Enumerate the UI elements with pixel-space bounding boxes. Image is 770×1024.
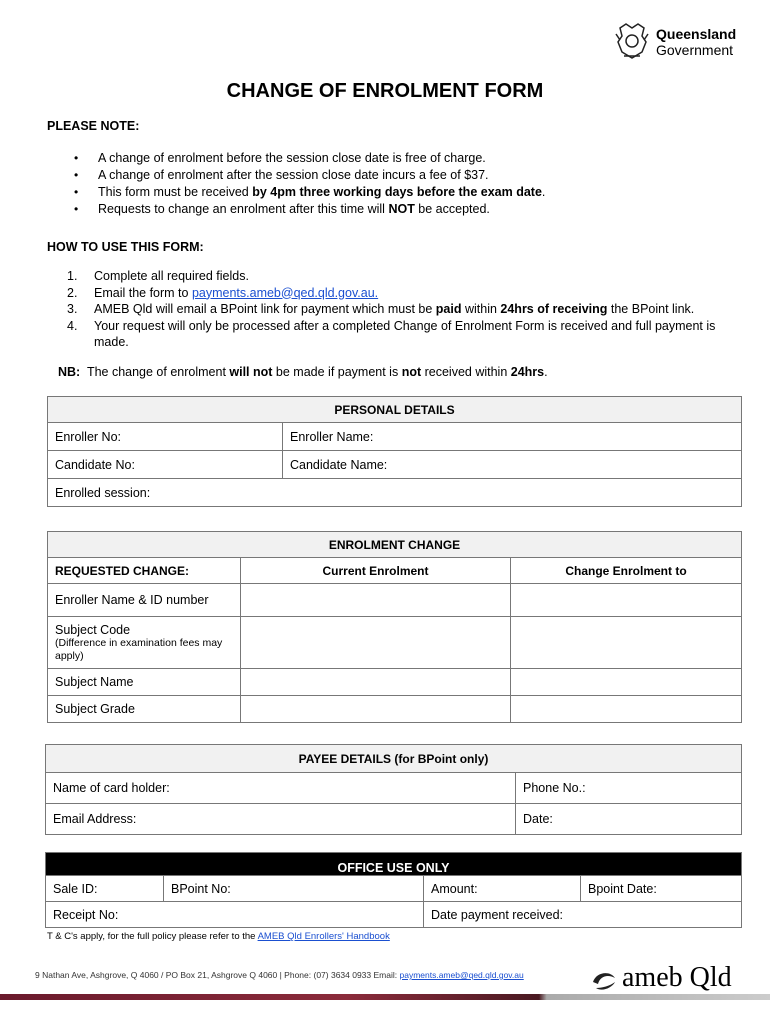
fee-difference-note: (Difference in examination fees may apply) — [55, 636, 223, 662]
coat-of-arms-icon — [612, 22, 652, 60]
step-item: 3. AMEB Qld will email a BPoint link for payment which must be paid within 24hrs of receiving the BPoint link. — [67, 302, 695, 316]
change-subject-grade-field[interactable] — [511, 696, 742, 723]
form-title: CHANGE OF ENROLMENT FORM — [226, 80, 544, 102]
sale-id-field[interactable]: Sale ID: — [46, 876, 164, 902]
card-holder-field[interactable]: Name of card holder: — [46, 773, 516, 804]
date-payment-received-field[interactable]: Date payment received: — [424, 902, 742, 928]
queensland-government-logo — [612, 22, 742, 60]
terms-note: T & C's apply, for the full policy please refer to the AMEB Qld Enrollers' Handbook — [47, 931, 390, 942]
step-item: 1. Complete all required fields. — [67, 269, 249, 283]
enroller-no-field[interactable]: Enroller No: — [48, 423, 283, 451]
ameb-brand-text: ameb Qld — [622, 962, 732, 993]
bpoint-date-field[interactable]: Bpoint Date: — [581, 876, 742, 902]
logo-line2: Government — [656, 42, 734, 58]
please-note-list — [74, 150, 545, 218]
footer-email-link[interactable]: payments.ameb@qed.qld.gov.au — [399, 970, 524, 980]
personal-details-heading: PERSONAL DETAILS — [48, 397, 742, 423]
step-item: 4. Your request will only be processed after a completed Change of Enrolment Form is received and full payment is made. — [67, 318, 716, 349]
ameb-qld-logo — [590, 962, 755, 996]
enrolment-change-table — [47, 531, 742, 723]
amount-field[interactable]: Amount: — [424, 876, 581, 902]
current-enroller-field[interactable] — [241, 584, 511, 617]
footer-address: 9 Nathan Ave, Ashgrove, Q 4060 / PO Box 21, Ashgrove Q 4060 | Phone: (07) 3634 0933 Email: payments.ameb@qed.qld.gov.au — [35, 970, 524, 980]
candidate-name-field[interactable]: Candidate Name: — [283, 451, 742, 479]
footer-bar — [0, 994, 770, 1000]
payee-details-table — [45, 744, 742, 835]
personal-details-table — [47, 396, 742, 507]
logo-line1: Queensland — [656, 26, 737, 42]
receipt-no-field[interactable]: Receipt No: — [46, 902, 424, 928]
phone-field[interactable]: Phone No.: — [516, 773, 742, 804]
row-label-subject-grade: Subject Grade — [48, 696, 241, 723]
current-enrolment-header: Current Enrolment — [241, 558, 511, 584]
how-to-steps — [67, 268, 717, 351]
date-field[interactable]: Date: — [516, 804, 742, 835]
office-use-table — [45, 852, 742, 928]
current-subject-name-field[interactable] — [241, 669, 511, 696]
handbook-link[interactable]: AMEB Qld Enrollers' Handbook — [257, 931, 390, 942]
bpoint-no-field[interactable]: BPoint No: — [164, 876, 424, 902]
payee-details-heading: PAYEE DETAILS (for BPoint only) — [46, 745, 742, 773]
office-use-heading: OFFICE USE ONLY — [46, 853, 742, 876]
row-label-subject-code: Subject Code (Difference in examination fees may apply) — [48, 617, 241, 669]
note-item: • Requests to change an enrolment after this time will NOT be accepted. — [74, 201, 545, 218]
note-item: • A change of enrolment after the session close date incurs a fee of $37. — [74, 167, 545, 184]
row-label-subject-name: Subject Name — [48, 669, 241, 696]
change-enroller-field[interactable] — [511, 584, 742, 617]
candidate-no-field[interactable]: Candidate No: — [48, 451, 283, 479]
email-address-field[interactable]: Email Address: — [46, 804, 516, 835]
current-subject-code-field[interactable] — [241, 617, 511, 669]
requested-change-header: REQUESTED CHANGE: — [48, 558, 241, 584]
how-to-heading: HOW TO USE THIS FORM: — [47, 240, 204, 254]
note-item: • This form must be received by 4pm three working days before the exam date. — [74, 184, 545, 201]
current-subject-grade-field[interactable] — [241, 696, 511, 723]
step-item: 2. Email the form to payments.ameb@qed.qld.gov.au. — [67, 285, 379, 300]
please-note-heading: PLEASE NOTE: — [47, 119, 140, 133]
enrolled-session-field[interactable]: Enrolled session: — [48, 479, 742, 507]
change-enrolment-header: Change Enrolment to — [511, 558, 742, 584]
ameb-swirl-icon — [590, 966, 618, 994]
enrolment-change-heading: ENROLMENT CHANGE — [48, 532, 742, 558]
note-item: • A change of enrolment before the session close date is free of charge. — [74, 150, 545, 167]
nb-note: NB: The change of enrolment will not be made if payment is not received within 24hrs. — [58, 365, 548, 379]
payments-email-link[interactable]: payments.ameb@qed.qld.gov.au. — [191, 285, 379, 300]
enroller-name-field[interactable]: Enroller Name: — [283, 423, 742, 451]
change-subject-code-field[interactable] — [511, 617, 742, 669]
change-subject-name-field[interactable] — [511, 669, 742, 696]
row-label-enroller: Enroller Name & ID number — [48, 584, 241, 617]
